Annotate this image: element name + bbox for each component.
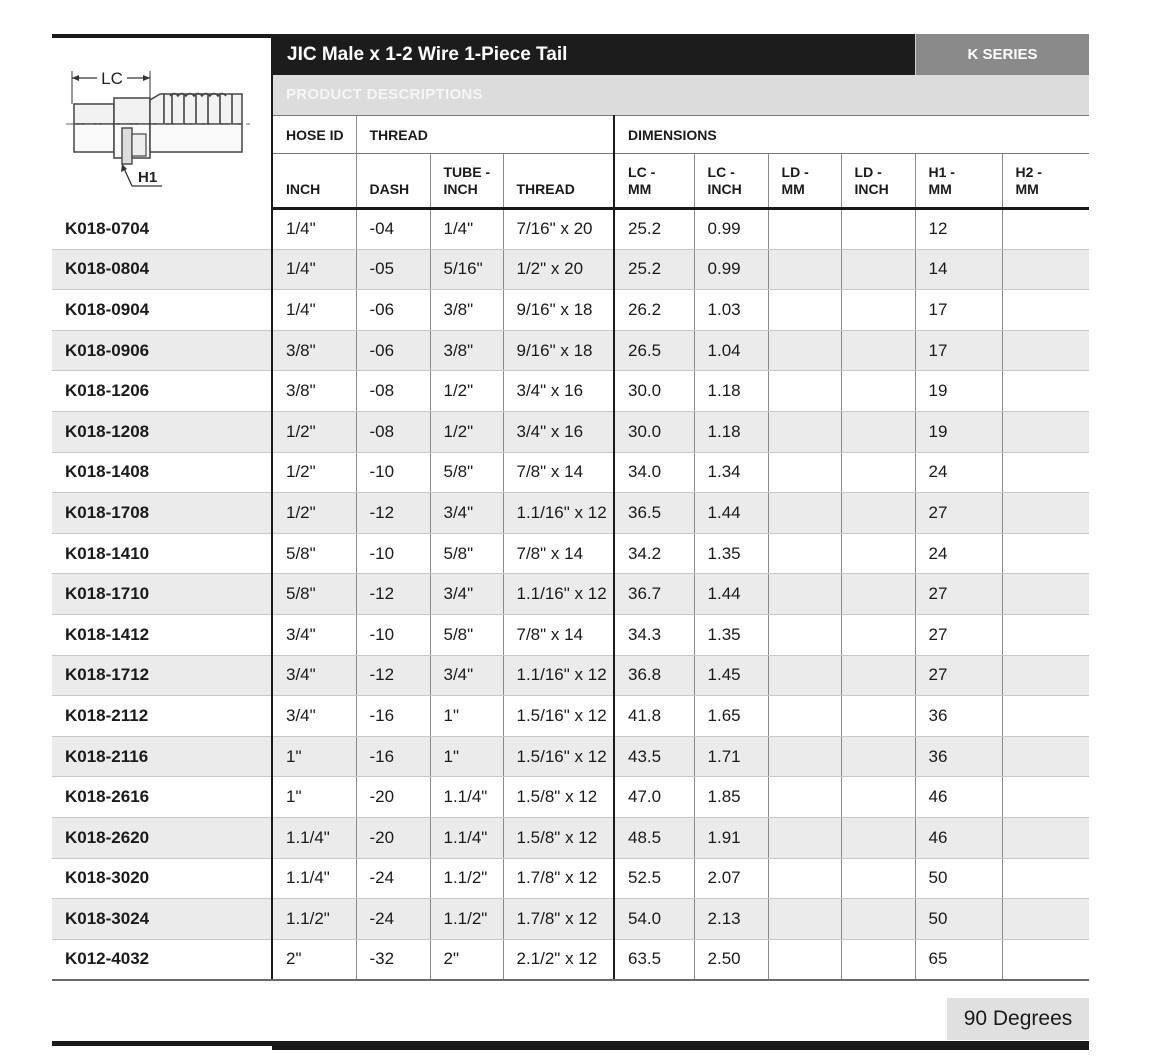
- cell-ld-mm: [768, 655, 841, 696]
- cell-thread: 7/8" x 14: [503, 533, 614, 574]
- cell-dash: -06: [356, 330, 430, 371]
- cell-lc-mm: 48.5: [614, 817, 694, 858]
- cell-hose-inch: 3/4": [272, 614, 356, 655]
- cell-h1-mm: 46: [915, 817, 1002, 858]
- cell-hose-inch: 2": [272, 939, 356, 980]
- cell-lc-inch: 1.71: [694, 736, 768, 777]
- cell-tube-inch: 1/2": [430, 411, 503, 452]
- cell-ld-mm: [768, 858, 841, 899]
- cell-lc-inch: 1.91: [694, 817, 768, 858]
- cell-thread: 7/8" x 14: [503, 452, 614, 493]
- cell-ld-inch: [841, 777, 915, 818]
- cell-dash: -16: [356, 696, 430, 737]
- cell-ld-mm: [768, 452, 841, 493]
- cell-hose-inch: 1.1/4": [272, 817, 356, 858]
- part-number-header: [52, 116, 272, 209]
- cell-lc-inch: 1.44: [694, 493, 768, 534]
- group-hose-id: HOSE ID: [272, 116, 356, 154]
- cell-ld-inch: [841, 411, 915, 452]
- table-row: [52, 655, 1089, 696]
- cell-hose-inch: 3/4": [272, 696, 356, 737]
- cell-hose-inch: 1/4": [272, 249, 356, 290]
- cell-thread: 1/2" x 20: [503, 249, 614, 290]
- cell-h1-mm: 12: [915, 209, 1002, 250]
- product-title: JIC Male x 1-2 Wire 1-Piece Tail: [272, 34, 915, 75]
- cell-thread: 1.5/8" x 12: [503, 777, 614, 818]
- cell-lc-mm: 25.2: [614, 209, 694, 250]
- group-dimensions: DIMENSIONS: [614, 116, 1089, 154]
- cell-h1-mm: 65: [915, 939, 1002, 980]
- cell-h2-mm: [1002, 411, 1089, 452]
- cell-h1-mm: 27: [915, 614, 1002, 655]
- cell-lc-mm: 43.5: [614, 736, 694, 777]
- cell-lc-mm: 34.3: [614, 614, 694, 655]
- cell-h2-mm: [1002, 290, 1089, 331]
- cell-tube-inch: 3/8": [430, 330, 503, 371]
- cell-part-number: K018-1408: [52, 452, 272, 493]
- table-row: [52, 493, 1089, 534]
- cell-dash: -32: [356, 939, 430, 980]
- angle-label: 90 Degrees: [947, 998, 1089, 1040]
- table-row: [52, 209, 1089, 250]
- cell-h2-mm: [1002, 939, 1089, 980]
- cell-lc-mm: 25.2: [614, 249, 694, 290]
- cell-hose-inch: 1.1/4": [272, 858, 356, 899]
- col-lc-inch: LC - INCH: [694, 154, 768, 209]
- col-ld-inch: LD - INCH: [841, 154, 915, 209]
- cell-tube-inch: 1": [430, 736, 503, 777]
- cell-tube-inch: 1": [430, 696, 503, 737]
- cell-ld-mm: [768, 736, 841, 777]
- cell-tube-inch: 1/4": [430, 209, 503, 250]
- cell-h1-mm: 50: [915, 899, 1002, 940]
- cell-dash: -12: [356, 655, 430, 696]
- cell-ld-inch: [841, 736, 915, 777]
- cell-dash: -24: [356, 899, 430, 940]
- cell-h1-mm: 46: [915, 777, 1002, 818]
- cell-h2-mm: [1002, 696, 1089, 737]
- cell-dash: -12: [356, 493, 430, 534]
- table-row: [52, 533, 1089, 574]
- cell-lc-inch: 1.03: [694, 290, 768, 331]
- cell-hose-inch: 1": [272, 777, 356, 818]
- cell-dash: -16: [356, 736, 430, 777]
- h1-label: H1: [138, 169, 158, 186]
- cell-ld-mm: [768, 939, 841, 980]
- table-row: [52, 614, 1089, 655]
- cell-ld-inch: [841, 939, 915, 980]
- cell-hose-inch: 1": [272, 736, 356, 777]
- cell-h2-mm: [1002, 533, 1089, 574]
- cell-dash: -04: [356, 209, 430, 250]
- cell-ld-mm: [768, 493, 841, 534]
- col-h1-mm: H1 - MM: [915, 154, 1002, 209]
- cell-part-number: K018-3020: [52, 858, 272, 899]
- cell-h1-mm: 14: [915, 249, 1002, 290]
- cell-hose-inch: 5/8": [272, 533, 356, 574]
- cell-dash: -10: [356, 452, 430, 493]
- cell-h1-mm: 36: [915, 736, 1002, 777]
- cell-h2-mm: [1002, 614, 1089, 655]
- lc-label: LC: [101, 69, 123, 88]
- cell-tube-inch: 2": [430, 939, 503, 980]
- cell-ld-mm: [768, 817, 841, 858]
- cell-tube-inch: 3/4": [430, 655, 503, 696]
- cell-ld-inch: [841, 533, 915, 574]
- cell-tube-inch: 3/4": [430, 574, 503, 615]
- cell-lc-mm: 63.5: [614, 939, 694, 980]
- cell-hose-inch: 1/4": [272, 209, 356, 250]
- cell-h1-mm: 27: [915, 655, 1002, 696]
- cell-tube-inch: 5/8": [430, 533, 503, 574]
- product-descriptions-bar: PRODUCT DESCRIPTIONS: [272, 75, 1089, 115]
- table-row: [52, 371, 1089, 412]
- cell-ld-inch: [841, 858, 915, 899]
- cell-hose-inch: 1/4": [272, 290, 356, 331]
- cell-thread: 7/16" x 20: [503, 209, 614, 250]
- table-row: [52, 249, 1089, 290]
- table-row: [52, 330, 1089, 371]
- cell-dash: -06: [356, 290, 430, 331]
- cell-part-number: K018-1412: [52, 614, 272, 655]
- cell-thread: 1.1/16" x 12: [503, 574, 614, 615]
- cell-h2-mm: [1002, 493, 1089, 534]
- cell-dash: -12: [356, 574, 430, 615]
- table-row: [52, 777, 1089, 818]
- cell-lc-inch: 2.13: [694, 899, 768, 940]
- table-row: [52, 411, 1089, 452]
- spec-table: [52, 115, 1089, 981]
- cell-h1-mm: 17: [915, 330, 1002, 371]
- cell-tube-inch: 3/4": [430, 493, 503, 534]
- cell-lc-mm: 30.0: [614, 371, 694, 412]
- cell-h2-mm: [1002, 817, 1089, 858]
- cell-h2-mm: [1002, 209, 1089, 250]
- cell-hose-inch: 3/4": [272, 655, 356, 696]
- cell-lc-mm: 41.8: [614, 696, 694, 737]
- cell-hose-inch: 1/2": [272, 493, 356, 534]
- table-row: [52, 452, 1089, 493]
- cell-ld-inch: [841, 330, 915, 371]
- cell-lc-mm: 36.8: [614, 655, 694, 696]
- cell-part-number: K018-0804: [52, 249, 272, 290]
- cell-ld-mm: [768, 614, 841, 655]
- cell-part-number: K018-2620: [52, 817, 272, 858]
- cell-h2-mm: [1002, 249, 1089, 290]
- cell-lc-mm: 26.5: [614, 330, 694, 371]
- cell-part-number: K018-2616: [52, 777, 272, 818]
- bottom-rule-left: [52, 1041, 272, 1046]
- cell-ld-inch: [841, 290, 915, 331]
- table-row: [52, 574, 1089, 615]
- cell-thread: 1.1/16" x 12: [503, 655, 614, 696]
- cell-h2-mm: [1002, 371, 1089, 412]
- cell-dash: -24: [356, 858, 430, 899]
- cell-ld-mm: [768, 411, 841, 452]
- group-thread: THREAD: [356, 116, 614, 154]
- cell-ld-mm: [768, 696, 841, 737]
- cell-ld-mm: [768, 533, 841, 574]
- cell-ld-inch: [841, 817, 915, 858]
- cell-h1-mm: 27: [915, 574, 1002, 615]
- cell-ld-inch: [841, 574, 915, 615]
- cell-lc-mm: 30.0: [614, 411, 694, 452]
- cell-h2-mm: [1002, 655, 1089, 696]
- cell-part-number: K018-2112: [52, 696, 272, 737]
- cell-part-number: K018-0904: [52, 290, 272, 331]
- cell-ld-inch: [841, 371, 915, 412]
- bottom-rule-right: [272, 1041, 1089, 1050]
- col-thread: THREAD: [503, 154, 614, 209]
- cell-ld-inch: [841, 452, 915, 493]
- cell-lc-inch: 1.44: [694, 574, 768, 615]
- cell-dash: -08: [356, 371, 430, 412]
- cell-lc-mm: 36.5: [614, 493, 694, 534]
- cell-thread: 1.7/8" x 12: [503, 899, 614, 940]
- cell-part-number: K018-0704: [52, 209, 272, 250]
- table-row: [52, 858, 1089, 899]
- cell-thread: 3/4" x 16: [503, 411, 614, 452]
- cell-h2-mm: [1002, 330, 1089, 371]
- cell-h2-mm: [1002, 899, 1089, 940]
- cell-h2-mm: [1002, 736, 1089, 777]
- cell-ld-inch: [841, 209, 915, 250]
- cell-dash: -20: [356, 777, 430, 818]
- cell-tube-inch: 5/16": [430, 249, 503, 290]
- cell-ld-inch: [841, 899, 915, 940]
- cell-dash: -10: [356, 614, 430, 655]
- cell-ld-mm: [768, 574, 841, 615]
- cell-thread: 1.5/8" x 12: [503, 817, 614, 858]
- cell-hose-inch: 1/2": [272, 411, 356, 452]
- cell-h1-mm: 19: [915, 371, 1002, 412]
- cell-lc-mm: 47.0: [614, 777, 694, 818]
- cell-thread: 1.5/16" x 12: [503, 736, 614, 777]
- cell-part-number: K018-1206: [52, 371, 272, 412]
- cell-tube-inch: 1.1/4": [430, 817, 503, 858]
- cell-lc-inch: 1.35: [694, 614, 768, 655]
- cell-ld-mm: [768, 209, 841, 250]
- cell-h1-mm: 19: [915, 411, 1002, 452]
- cell-tube-inch: 5/8": [430, 452, 503, 493]
- cell-part-number: K012-4032: [52, 939, 272, 980]
- cell-lc-inch: 1.85: [694, 777, 768, 818]
- cell-h2-mm: [1002, 452, 1089, 493]
- cell-thread: 7/8" x 14: [503, 614, 614, 655]
- cell-ld-inch: [841, 696, 915, 737]
- cell-ld-mm: [768, 330, 841, 371]
- cell-hose-inch: 3/8": [272, 330, 356, 371]
- cell-part-number: K018-1208: [52, 411, 272, 452]
- cell-lc-inch: 1.18: [694, 411, 768, 452]
- cell-dash: -05: [356, 249, 430, 290]
- cell-hose-inch: 1.1/2": [272, 899, 356, 940]
- cell-h1-mm: 50: [915, 858, 1002, 899]
- cell-thread: 1.7/8" x 12: [503, 858, 614, 899]
- cell-ld-mm: [768, 899, 841, 940]
- cell-lc-mm: 54.0: [614, 899, 694, 940]
- cell-thread: 1.1/16" x 12: [503, 493, 614, 534]
- cell-lc-mm: 36.7: [614, 574, 694, 615]
- table-row: [52, 290, 1089, 331]
- col-dash: DASH: [356, 154, 430, 209]
- group-header-row: [52, 116, 1089, 154]
- col-inch: INCH: [272, 154, 356, 209]
- cell-lc-inch: 2.50: [694, 939, 768, 980]
- cell-part-number: K018-0906: [52, 330, 272, 371]
- cell-thread: 9/16" x 18: [503, 330, 614, 371]
- cell-ld-mm: [768, 777, 841, 818]
- cell-hose-inch: 1/2": [272, 452, 356, 493]
- col-tube-inch: TUBE - INCH: [430, 154, 503, 209]
- spec-table-body: [52, 209, 1089, 980]
- cell-lc-mm: 52.5: [614, 858, 694, 899]
- cell-dash: -08: [356, 411, 430, 452]
- cell-hose-inch: 5/8": [272, 574, 356, 615]
- cell-tube-inch: 1.1/2": [430, 858, 503, 899]
- cell-ld-inch: [841, 249, 915, 290]
- col-lc-mm: LC - MM: [614, 154, 694, 209]
- cell-thread: 1.5/16" x 12: [503, 696, 614, 737]
- cell-part-number: K018-1712: [52, 655, 272, 696]
- cell-tube-inch: 5/8": [430, 614, 503, 655]
- cell-thread: 9/16" x 18: [503, 290, 614, 331]
- cell-ld-inch: [841, 655, 915, 696]
- cell-ld-mm: [768, 249, 841, 290]
- table-row: [52, 736, 1089, 777]
- cell-ld-inch: [841, 493, 915, 534]
- cell-part-number: K018-3024: [52, 899, 272, 940]
- cell-tube-inch: 1.1/4": [430, 777, 503, 818]
- cell-part-number: K018-1710: [52, 574, 272, 615]
- cell-thread: 3/4" x 16: [503, 371, 614, 412]
- cell-lc-mm: 34.0: [614, 452, 694, 493]
- cell-part-number: K018-1708: [52, 493, 272, 534]
- cell-ld-inch: [841, 614, 915, 655]
- cell-h1-mm: 36: [915, 696, 1002, 737]
- cell-lc-inch: 0.99: [694, 209, 768, 250]
- table-row: [52, 939, 1089, 980]
- cell-ld-mm: [768, 290, 841, 331]
- cell-lc-inch: 1.35: [694, 533, 768, 574]
- cell-thread: 2.1/2" x 12: [503, 939, 614, 980]
- cell-hose-inch: 3/8": [272, 371, 356, 412]
- cell-lc-inch: 1.34: [694, 452, 768, 493]
- cell-lc-inch: 2.07: [694, 858, 768, 899]
- cell-lc-inch: 1.18: [694, 371, 768, 412]
- table-row: [52, 899, 1089, 940]
- drawing-divider: [271, 34, 273, 115]
- cell-lc-inch: 1.04: [694, 330, 768, 371]
- series-badge: K SERIES: [915, 34, 1089, 75]
- table-row: [52, 817, 1089, 858]
- cell-tube-inch: 1.1/2": [430, 899, 503, 940]
- cell-h2-mm: [1002, 858, 1089, 899]
- cell-h1-mm: 24: [915, 452, 1002, 493]
- col-ld-mm: LD - MM: [768, 154, 841, 209]
- cell-dash: -10: [356, 533, 430, 574]
- cell-h1-mm: 17: [915, 290, 1002, 331]
- cell-dash: -20: [356, 817, 430, 858]
- cell-lc-inch: 1.45: [694, 655, 768, 696]
- col-h2-mm: H2 - MM: [1002, 154, 1089, 209]
- cell-tube-inch: 3/8": [430, 290, 503, 331]
- cell-tube-inch: 1/2": [430, 371, 503, 412]
- cell-part-number: K018-2116: [52, 736, 272, 777]
- cell-h1-mm: 24: [915, 533, 1002, 574]
- cell-part-number: K018-1410: [52, 533, 272, 574]
- cell-h2-mm: [1002, 777, 1089, 818]
- table-row: [52, 696, 1089, 737]
- cell-lc-mm: 34.2: [614, 533, 694, 574]
- cell-h1-mm: 27: [915, 493, 1002, 534]
- cell-ld-mm: [768, 371, 841, 412]
- cell-lc-inch: 0.99: [694, 249, 768, 290]
- cell-lc-inch: 1.65: [694, 696, 768, 737]
- cell-lc-mm: 26.2: [614, 290, 694, 331]
- cell-h2-mm: [1002, 574, 1089, 615]
